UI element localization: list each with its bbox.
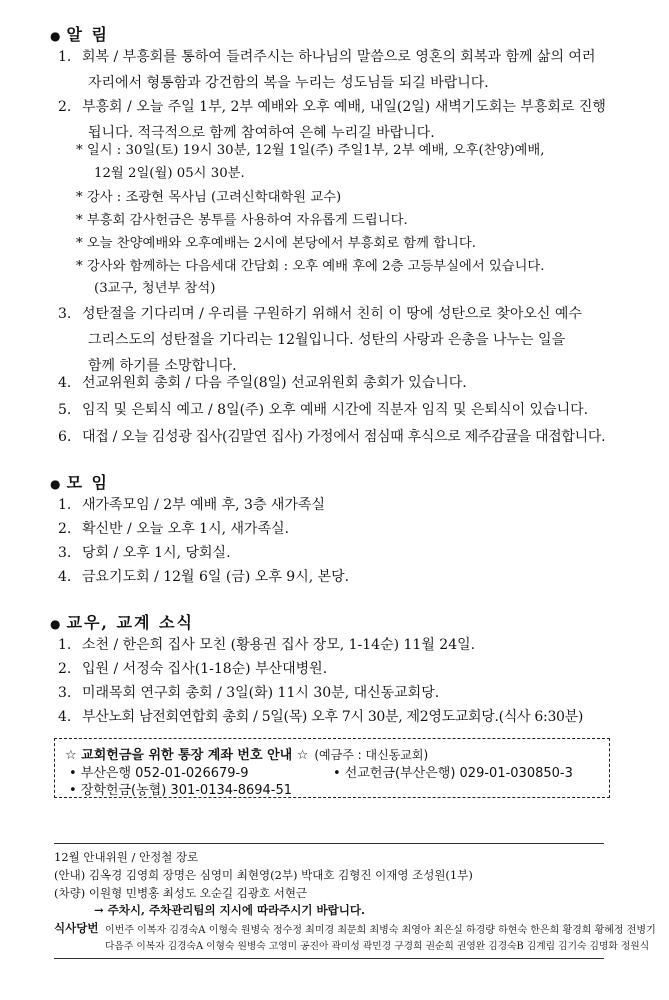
revival-note-cont: 12월 2일(월) 05시 30분. (94, 166, 245, 181)
notice-text-cont: 됩니다. 적극적으로 함께 참여하여 은혜 누리길 바랍니다. (88, 125, 435, 141)
fellowship-item-1: 1. 소천 / 한은희 집사 모친 (황용권 집사 장모, 1-14순) 11월 24일. (58, 637, 476, 653)
meeting-item-2: 2. 확신반 / 오늘 오후 1시, 새가족실. (58, 521, 290, 537)
bank-title: ☆ 교회헌금을 위한 통장 계좌 번호 안내 ☆ (예금주 : 대신동교회) (65, 748, 429, 763)
meeting-item-1: 1. 새가족모임 / 2부 예배 후, 3층 새가족실 (58, 497, 326, 513)
meetings-title: 모 임 (66, 473, 109, 492)
fellowship-text: 소천 / 한은희 집사 모친 (황용권 집사 장모, 1-14순) 11월 24일. (82, 637, 476, 653)
meal-next-week: 다음주 이복자 김경숙A 이형숙 원병숙 고영미 공진아 곽미성 곽민경 구경희 권순희 권영완 김경숙B 김계림 김기숙 김명화 정원식 (105, 941, 650, 952)
account-scholarship: • 장학헌금(농협) 301-0134-8694-51 (69, 783, 293, 798)
revival-note-cont: (3교구, 청년부 참석) (94, 281, 216, 296)
fellowship-heading (50, 610, 194, 633)
notice-text: 임직 및 은퇴식 예고 / 8일(주) 오후 예배 시간에 직분자 임직 및 은퇴식이 있습니다. (82, 402, 589, 418)
account-mission: • 선교헌금(부산은행) 029-01-030850-3 (333, 766, 573, 781)
notice-text: 부흥회 / 오늘 주일 1부, 2부 예배와 오후 예배, 내일(2일) 새벽기도회는 부흥회로 진행 (82, 99, 606, 115)
revival-note: * 강사 : 조광현 목사님 (고려신학대학원 교수) (76, 190, 342, 205)
fellowship-title: 교우, 교계 소식 (66, 613, 194, 632)
bullet-icon: ● (50, 29, 63, 43)
bullet-icon: ● (50, 617, 63, 631)
divider (54, 958, 604, 959)
fellowship-text: 입원 / 서정숙 집사(1-18순) 부산대병원. (82, 661, 328, 677)
revival-note: * 일시 : 30일(토) 19시 30분, 12월 1일(주) 주일1부, 2부 예배, 오후(찬양)예배, (76, 143, 545, 158)
notice-text: 선교위원회 총회 / 다음 주일(8일) 선교위원회 총회가 있습니다. (82, 375, 467, 391)
bullet-icon: ● (50, 477, 63, 491)
notice-item-6: 6. 대접 / 오늘 김성광 집사(김말연 집사) 가정에서 점심때 후식으로 제주감귤을 대접합니다. (58, 429, 606, 445)
divider (54, 843, 604, 844)
notices-title: 알 림 (66, 25, 109, 44)
notice-text-cont: 함께 하기를 소망합니다. (88, 358, 237, 374)
notice-item-5: 5. 임직 및 은퇴식 예고 / 8일(주) 오후 예배 시간에 직분자 임직 및 은퇴식이 있습니다. (58, 402, 589, 418)
revival-note: * 부흥회 감사헌금은 봉투를 사용하여 자유롭게 드립니다. (76, 213, 408, 228)
fellowship-text: 부산노회 남전회연합회 총회 / 5일(목) 오후 7시 30분, 제2영도교회당.(식사 6:30분) (82, 709, 584, 725)
notice-item-3: 3. 성탄절을 기다리며 / 우리를 구원하기 위해서 친히 이 땅에 성탄으로 찾아오신 예수 그리스도의 성탄절을 기다리는 12월입니다. 성탄의 사랑과 은총을 나누는 일을 함께 하기를 소망합니다. (58, 301, 629, 379)
revival-note: * 오늘 찬양예배와 오후예배는 2시에 본당에서 부흥회로 함께 합니다. (76, 236, 476, 251)
meeting-text: 새가족모임 / 2부 예배 후, 3층 새가족실 (82, 497, 326, 513)
meal-duty-label: 식사당번 (54, 921, 99, 935)
account-holder: (예금주 : 대신동교회) (314, 748, 429, 762)
account-busan-bank: • 부산은행 052-01-026679-9 (69, 766, 249, 781)
fellowship-item-2: 2. 입원 / 서정숙 집사(1-18순) 부산대병원. (58, 661, 328, 677)
revival-note: * 강사와 함께하는 다음세대 간담회 : 오후 예배 후에 2층 고등부실에서 있습니다. (76, 259, 545, 274)
parking-notice: → 주차시, 주차관리팀의 지시에 따라주시기 바랍니다. (94, 903, 365, 917)
meetings-heading (50, 470, 109, 493)
guide-label: 12월 안내위원 (54, 850, 128, 864)
fellowship-text: 미래목회 연구회 총회 / 3일(화) 11시 30분, 대신동교회당. (82, 685, 440, 701)
meal-this-week: 이번주 이복자 김경숙A 이형숙 원병숙 정수정 최미경 최문희 최병숙 최영아 최은실 하경량 하현숙 한은희 황경희 황혜정 전병기 (105, 925, 656, 936)
guide-head: / 안정철 장로 (131, 850, 199, 864)
notice-item-2: 2. 부흥회 / 오늘 주일 1부, 2부 예배와 오후 예배, 내일(2일) 새벽기도회는 부흥회로 진행 됩니다. 적극적으로 함께 참여하여 은혜 누리길 바랍니다. (58, 94, 629, 146)
notices-heading (50, 22, 109, 45)
meeting-item-3: 3. 당회 / 오후 1시, 당회실. (58, 545, 231, 561)
parking-line: (차량) 이원형 민병홍 최성도 오순길 김광호 서현근 (54, 886, 308, 900)
notice-item-4: 4. 선교위원회 총회 / 다음 주일(8일) 선교위원회 총회가 있습니다. (58, 375, 467, 391)
notice-text: 대접 / 오늘 김성광 집사(김말연 집사) 가정에서 점심때 후식으로 제주감귤을 대접합니다. (82, 429, 606, 445)
bank-account-box (54, 738, 610, 798)
meeting-text: 당회 / 오후 1시, 당회실. (82, 545, 231, 561)
notice-text: 성탄절을 기다리며 / 우리를 구원하기 위해서 친히 이 땅에 성탄으로 찾아오신 예수 (82, 306, 582, 322)
notice-item-1: 1. 회복 / 부흥회를 통하여 들려주시는 하나님의 말씀으로 영혼의 회복과 함께 삶의 여러 자리에서 형통함과 강건함의 복을 누리는 성도님들 되길 바랍니다. (58, 44, 629, 96)
meeting-text: 금요기도회 / 12월 6일 (금) 오후 9시, 본당. (82, 569, 350, 585)
guide-committee (54, 848, 198, 866)
meeting-text: 확신반 / 오늘 오후 1시, 새가족실. (82, 521, 290, 537)
notice-text-cont: 그리스도의 성탄절을 기다리는 12월입니다. 성탄의 사랑과 은총을 나누는 일을 (88, 332, 566, 348)
usher-line: (안내) 김옥경 김영희 장명은 심영미 최현영(2부) 박대호 김형진 이재영 조성원(1부) (54, 868, 473, 882)
fellowship-item-3: 3. 미래목회 연구회 총회 / 3일(화) 11시 30분, 대신동교회당. (58, 685, 440, 701)
fellowship-item-4: 4. 부산노회 남전회연합회 총회 / 5일(목) 오후 7시 30분, 제2영도교회당.(식사 6:30분) (58, 709, 584, 725)
notice-text-cont: 자리에서 형통함과 강건함의 복을 누리는 성도님들 되길 바랍니다. (88, 75, 489, 91)
notice-text: 회복 / 부흥회를 통하여 들려주시는 하나님의 말씀으로 영혼의 회복과 함께 삶의 여러 (82, 49, 596, 65)
meeting-item-4: 4. 금요기도회 / 12월 6일 (금) 오후 9시, 본당. (58, 569, 350, 585)
